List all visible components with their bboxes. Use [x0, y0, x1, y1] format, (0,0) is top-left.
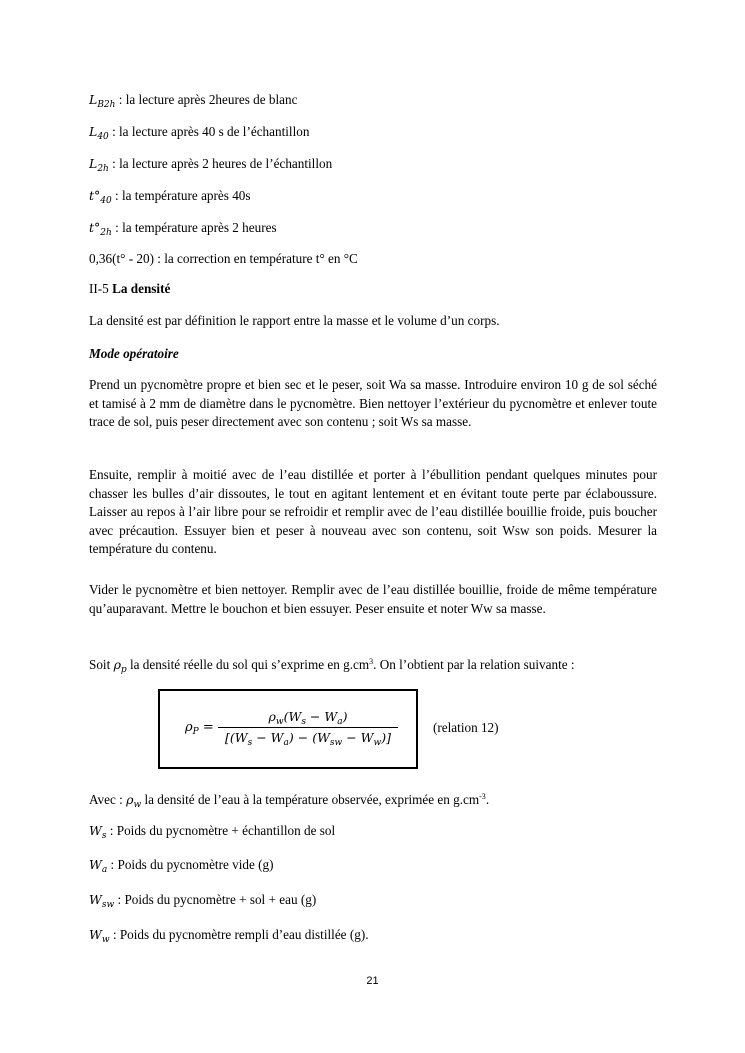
definition-lb2h: $L_{B2h}$ : la lecture après 2heures de blanc: [89, 92, 298, 110]
definition-t40: $t^\circ_{40}$ : la température après 40s: [89, 188, 251, 206]
definition-l2h: $L_{2h}$ : la lecture après 2 heures de l’échantillon: [89, 156, 333, 174]
page-number: 21: [366, 975, 379, 987]
definition-ww: $W_w$ : Poids du pycnomètre rempli d’eau distillée (g).: [89, 927, 369, 945]
fraction-bar: [218, 727, 398, 728]
formula-lhs: $\rho_P$ =: [185, 720, 214, 737]
paragraph-1: Prend un pycnomètre propre et bien sec et le peser, soit Wa sa masse. Introduire environ 10 g de sol séché et tamisé à 2 mm de diamètre dans le pycnomètre. Bien nettoyer l’extérieur du pycnomètre et enlever toute trace de sol, puis peser directement avec son contenu ; soit Ws sa masse.: [89, 377, 657, 429]
paragraph-3: Vider le pycnomètre et bien nettoyer. Remplir avec de l’eau distillée bouillie, froide de même température qu’auparavant. Mettre le bouchon et bien essuyer. Peser ensuite et noter Ww sa masse.: [89, 582, 657, 616]
soit-line: Soit $\rho_p$ la densité réelle du sol qui s’exprime en $g.cm^3$. On l’obtient par la relation suivante :: [89, 657, 575, 675]
definition-wsw: $W_{sw}$ : Poids du pycnomètre + sol + eau (g): [89, 892, 317, 910]
formula-numerator: $\rho_w(W_s - W_a)$: [268, 709, 348, 727]
definition-paragraph: La densité est par définition le rapport entre la masse et le volume d’un corps.: [89, 313, 500, 328]
avec-line: Avec : $\rho_w$ la densité de l’eau à la température observée, exprimée en $g.cm^{-3}$.: [89, 792, 490, 810]
section-heading: II-5 La densité: [89, 281, 171, 296]
definition-l40: $L_{40}$ : la lecture après 40 s de l’échantillon: [89, 124, 310, 142]
definition-t2h: $t^\circ_{2h}$ : la température après 2 heures: [89, 220, 277, 238]
mode-operatoire-title: Mode opératoire: [89, 346, 179, 361]
formula-fraction: [218, 708, 398, 747]
definition-ws: $W_s$ : Poids du pycnomètre + échantillon de sol: [89, 823, 336, 841]
formula-denominator: $[(W_s - W_a) - (W_{sw} - W_w)]$: [224, 730, 392, 748]
correction-line: 0,36(t° - 20) : la correction en température t° en °C: [89, 251, 358, 266]
paragraph-2: Ensuite, remplir à moitié avec de l’eau distillée et porter à l’ébullition pendant quelques minutes pour chasser les bulles d’air dissoutes, le tout en agitant lentement et en évitant toute perte par éclaboussure. Laisser au repos à l’air libre pour se refroidir et remplir avec de l’eau distillée bouillie froide, puis boucher avec précaution. Essuyer bien et peser à nouveau avec son contenu, soit Wsw son poids. Mesurer la température du contenu.: [89, 467, 657, 556]
relation-label: (relation 12): [433, 720, 499, 735]
definition-wa: $W_a$ : Poids du pycnomètre vide (g): [89, 857, 274, 875]
